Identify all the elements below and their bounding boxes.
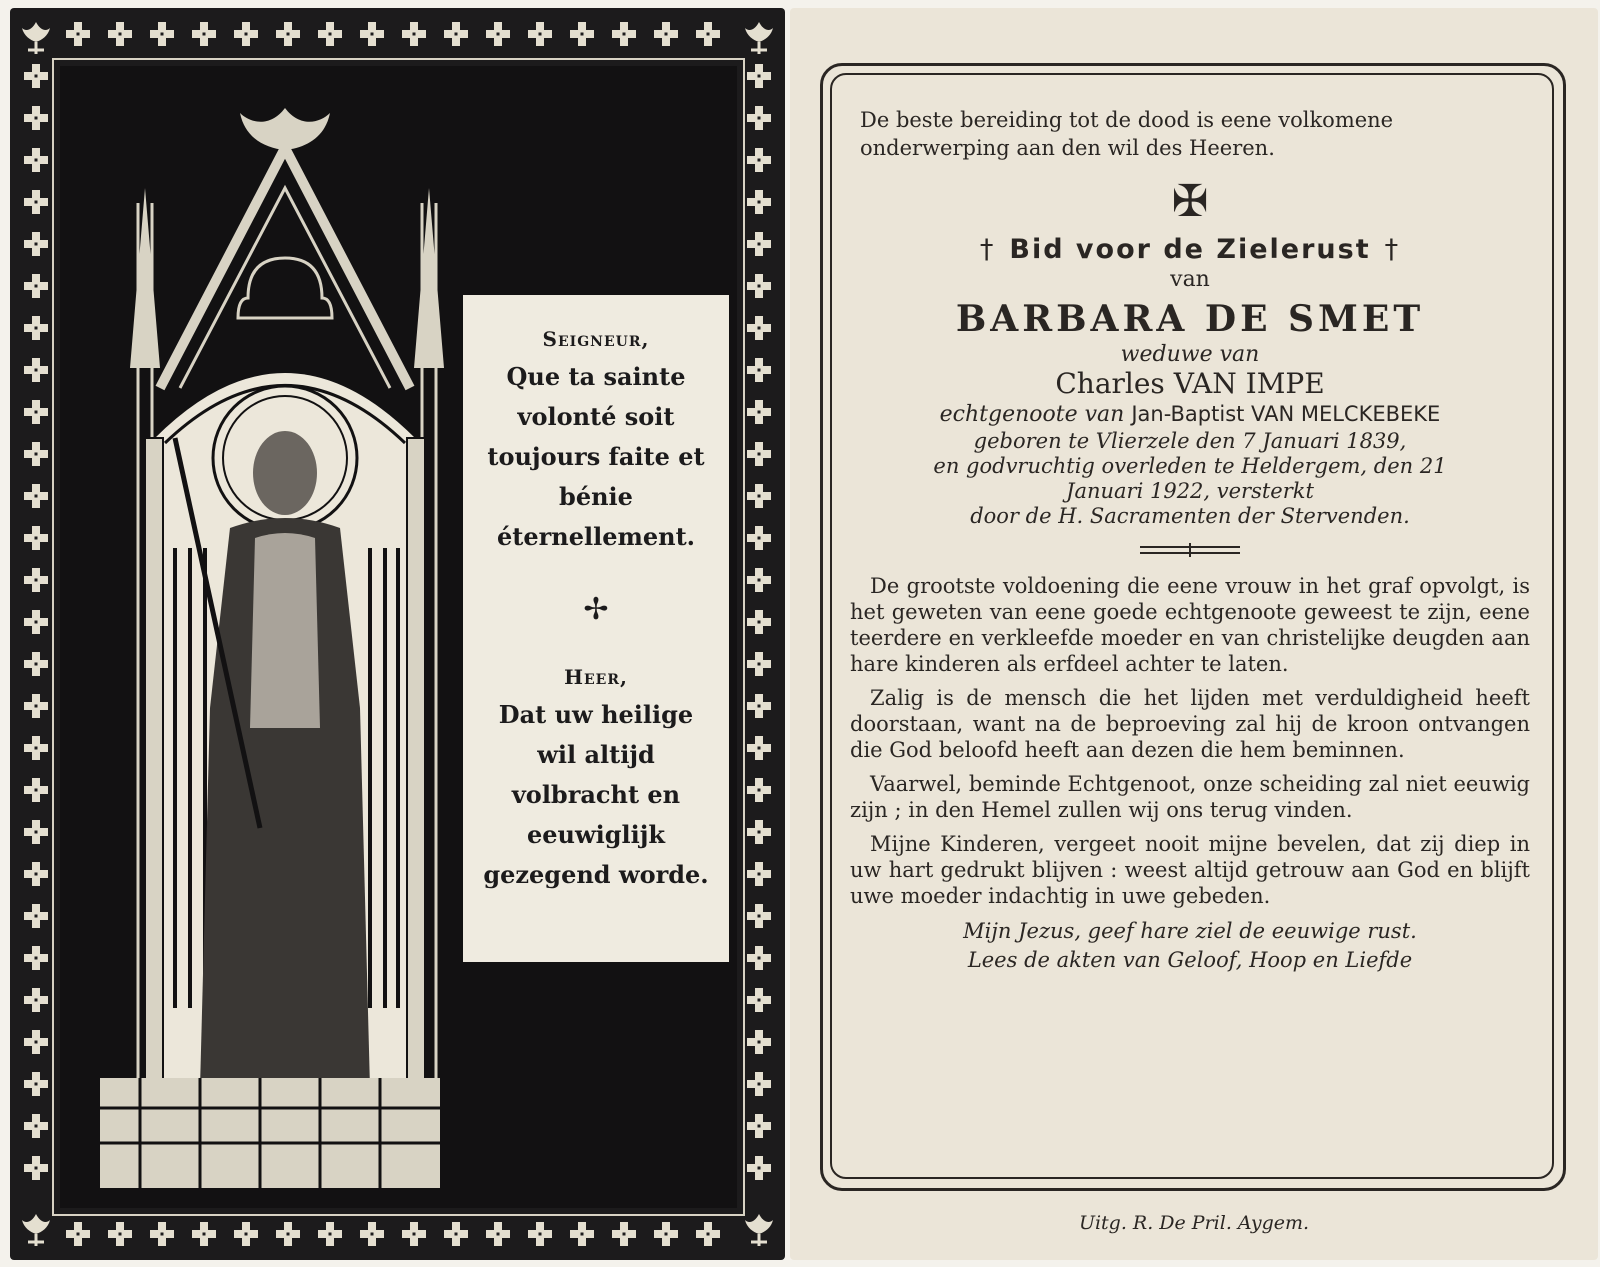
border-cross-icon xyxy=(24,316,48,340)
card-content xyxy=(850,106,1530,975)
border-cross-icon xyxy=(150,1222,174,1246)
border-cross-icon xyxy=(747,904,771,928)
spouse-line xyxy=(850,402,1530,427)
border-cross-icon xyxy=(318,1222,342,1246)
border-cross-icon xyxy=(747,484,771,508)
maltese-cross-icon: ✠ xyxy=(1171,176,1209,227)
border-cross-icon xyxy=(24,442,48,466)
border-cross-icon xyxy=(747,652,771,676)
border-cross-icon xyxy=(24,484,48,508)
prayer-nl-line: Dat uw heilige xyxy=(498,700,694,729)
memorial-paragraph: Mijne Kinderen, vergeet nooit mijne bevelen, dat zij diep in uw hart gedrukt blijven : weest altijd getrouw aan God en blijft uwe moeder indachtig in uwe gebeden. xyxy=(850,832,1530,908)
border-cross-icon xyxy=(24,946,48,970)
border-cross-icon xyxy=(654,1222,678,1246)
border-cross-icon xyxy=(24,232,48,256)
dagger-icon: † xyxy=(1384,234,1401,265)
border-cross-icon xyxy=(747,1030,771,1054)
border-cross-icon xyxy=(24,1114,48,1138)
border-cross-icon xyxy=(24,820,48,844)
prayer-nl-line: volbracht en xyxy=(511,780,681,809)
closing-prayer xyxy=(850,917,1530,975)
border-cross-icon xyxy=(24,148,48,172)
border-cross-icon xyxy=(24,1072,48,1096)
border-cross-icon xyxy=(108,1222,132,1246)
small-cross-icon: ✢ xyxy=(583,592,609,627)
border-cross-icon xyxy=(402,1222,426,1246)
memorial-card-front xyxy=(10,8,785,1260)
border-cross-icon xyxy=(234,1222,258,1246)
dates-line: geboren te Vlierzele den 7 Januari 1839, xyxy=(973,429,1407,453)
border-cross-icon xyxy=(24,862,48,886)
border-cross-icon xyxy=(108,22,132,46)
border-cross-icon xyxy=(747,232,771,256)
border-cross-icon xyxy=(24,526,48,550)
border-cross-icon xyxy=(24,1030,48,1054)
border-cross-icon xyxy=(612,22,636,46)
memorial-text xyxy=(850,573,1530,909)
border-cross-icon xyxy=(570,1222,594,1246)
border-cross-icon xyxy=(444,22,468,46)
border-cross-icon xyxy=(747,358,771,382)
border-cross-icon xyxy=(747,778,771,802)
border-cross-icon xyxy=(570,22,594,46)
border-cross-icon xyxy=(318,22,342,46)
border-cross-icon xyxy=(747,190,771,214)
border-cross-icon xyxy=(24,652,48,676)
border-cross-icon xyxy=(747,64,771,88)
border-cross-icon xyxy=(24,106,48,130)
border-cross-icon xyxy=(24,988,48,1012)
memorial-paragraph: Zalig is de mensch die het lijden met verduldigheid heeft doorstaan, want na de beproeving zal hij de kroon ontvangen die God beloofd heeft aan dezen die hem beminnen. xyxy=(850,686,1530,762)
prayer-fr-line: toujours faite et xyxy=(487,442,705,471)
divider-ornament xyxy=(1140,543,1240,557)
publisher-imprint: Uitg. R. De Pril. Aygem. xyxy=(1078,1212,1310,1234)
memorial-paragraph: De grootste voldoening die eene vrouw in het graf opvolgt, is het geweten van eene goede echtgenoote geweest te zijn, eene teerdere en verkleefde moeder en van christelijke deugden aan hare kinderen als erfdeel achter te laten. xyxy=(850,574,1530,676)
border-cross-icon xyxy=(24,358,48,382)
border-cross-icon xyxy=(486,22,510,46)
dates-line: door de H. Sacramenten der Stervenden. xyxy=(970,504,1410,528)
corner-fleur-icon xyxy=(22,22,50,54)
border-cross-icon xyxy=(24,778,48,802)
prayer-nl-line: gezegend worde. xyxy=(483,860,709,889)
first-husband-name: Charles VAN IMPE xyxy=(1055,367,1325,400)
border-cross-icon xyxy=(747,988,771,1012)
prayer-fr-line: volonté soit xyxy=(517,402,675,431)
prayer-nl-line: eeuwiglijk xyxy=(526,820,666,849)
border-cross-icon xyxy=(444,1222,468,1246)
border-cross-icon xyxy=(66,1222,90,1246)
closing-line: Lees de akten van Geloof, Hoop en Liefde xyxy=(967,948,1413,972)
border-cross-icon xyxy=(24,400,48,424)
life-dates xyxy=(850,429,1530,529)
border-cross-icon xyxy=(747,1156,771,1180)
border-cross-icon xyxy=(696,22,720,46)
prayer-fr-line: bénie xyxy=(559,482,633,511)
border-cross-icon xyxy=(747,1114,771,1138)
border-cross-icon xyxy=(747,568,771,592)
border-cross-icon xyxy=(654,22,678,46)
border-cross-icon xyxy=(24,1156,48,1180)
prayer-request xyxy=(850,234,1530,265)
border-cross-icon xyxy=(747,442,771,466)
border-cross-icon xyxy=(24,610,48,634)
prayer-nl-line: wil altijd xyxy=(537,740,655,769)
border-cross-icon xyxy=(528,22,552,46)
border-cross-icon xyxy=(612,1222,636,1246)
border-cross-icon xyxy=(528,1222,552,1246)
prayer-fr-line: Que ta sainte xyxy=(506,362,686,391)
border-cross-icon xyxy=(747,148,771,172)
memorial-paragraph: Vaarwel, beminde Echtgenoot, onze scheiding zal niet eeuwig zijn ; in den Hemel zullen wij ons terug vinden. xyxy=(850,772,1530,822)
border-cross-icon xyxy=(24,274,48,298)
border-cross-icon xyxy=(360,22,384,46)
epigraph-line: onderwerping aan den wil des Heeren. xyxy=(860,136,1275,160)
spouse-prefix: echtgenoote van xyxy=(939,402,1125,427)
van-line: van xyxy=(1170,267,1210,292)
epigraph-line: De beste bereiding tot de dood is eene volkomene xyxy=(860,108,1394,132)
border-cross-icon xyxy=(747,820,771,844)
border-cross-icon xyxy=(747,400,771,424)
border-cross-icon xyxy=(24,694,48,718)
dates-line: Januari 1922, versterkt xyxy=(1066,479,1314,503)
border-cross-icon xyxy=(150,22,174,46)
prayer-box xyxy=(463,295,729,962)
border-cross-icon xyxy=(24,904,48,928)
prayer-fr-heading: Seigneur, xyxy=(542,327,650,351)
prayer-request-text: Bid voor de Zielerust xyxy=(1009,234,1371,265)
border-cross-icon xyxy=(696,1222,720,1246)
widow-of-label: weduwe van xyxy=(1120,342,1260,367)
corner-fleur-icon xyxy=(22,1214,50,1246)
border-cross-icon xyxy=(24,736,48,760)
border-cross-icon xyxy=(747,862,771,886)
border-cross-icon xyxy=(276,22,300,46)
border-cross-icon xyxy=(24,190,48,214)
border-cross-icon xyxy=(192,1222,216,1246)
closing-line: Mijn Jezus, geef hare ziel de eeuwige rust. xyxy=(963,919,1417,943)
corner-fleur-icon xyxy=(745,22,773,54)
border-cross-icon xyxy=(747,1072,771,1096)
border-cross-icon xyxy=(234,22,258,46)
border-cross-icon xyxy=(747,736,771,760)
border-cross-icon xyxy=(747,946,771,970)
deceased-name: BARBARA DE SMET xyxy=(955,298,1425,340)
prayer-nl-heading: Heer, xyxy=(564,665,628,689)
border-cross-icon xyxy=(486,1222,510,1246)
border-cross-icon xyxy=(360,1222,384,1246)
border-cross-icon xyxy=(402,22,426,46)
dates-line: en godvruchtig overleden te Heldergem, den 21 xyxy=(933,454,1447,478)
second-husband-name: Jan-Baptist VAN MELCKEBEKE xyxy=(1131,402,1441,426)
dagger-icon: † xyxy=(979,234,996,265)
border-cross-icon xyxy=(24,64,48,88)
border-cross-icon xyxy=(192,22,216,46)
border-cross-icon xyxy=(747,694,771,718)
border-cross-icon xyxy=(276,1222,300,1246)
border-cross-icon xyxy=(747,316,771,340)
border-cross-icon xyxy=(24,568,48,592)
border-cross-icon xyxy=(66,22,90,46)
border-cross-icon xyxy=(747,106,771,130)
border-cross-icon xyxy=(747,526,771,550)
border-cross-icon xyxy=(747,274,771,298)
corner-fleur-icon xyxy=(745,1214,773,1246)
epigraph xyxy=(860,106,1530,162)
ecce-homo-illustration xyxy=(80,108,460,1188)
border-cross-icon xyxy=(747,610,771,634)
prayer-fr-line: éternellement. xyxy=(496,522,696,551)
memorial-card-back xyxy=(790,8,1598,1260)
